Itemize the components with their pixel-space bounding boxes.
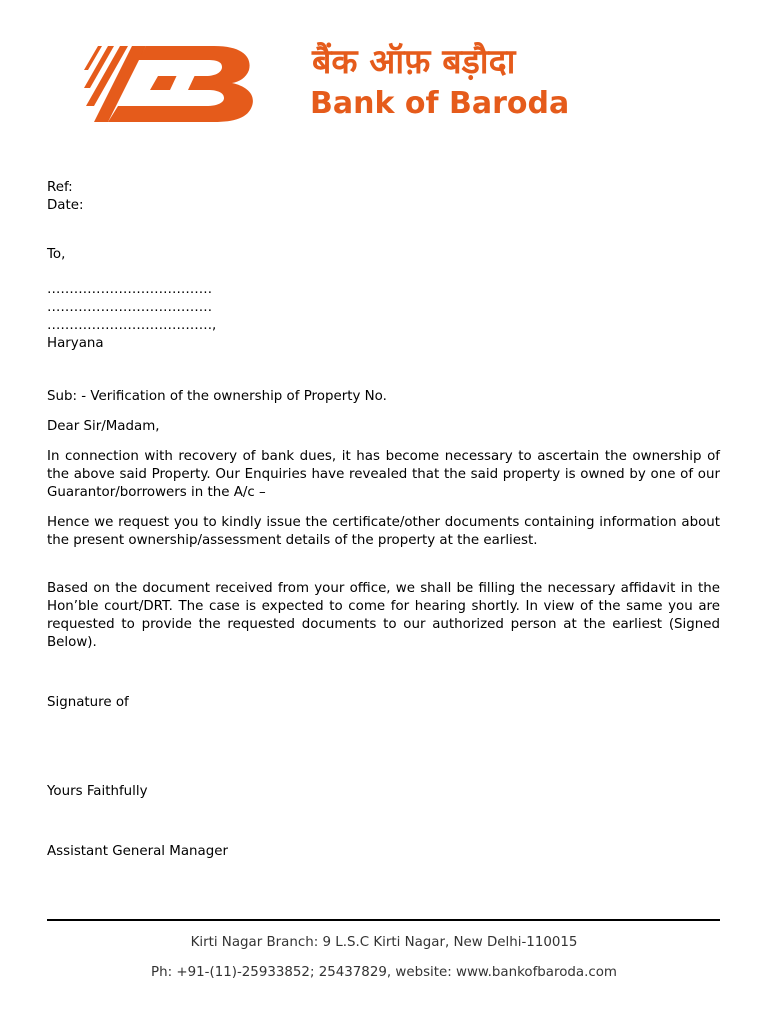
salutation: Dear Sir/Madam, bbox=[47, 419, 160, 434]
closing-line: Yours Faithfully bbox=[47, 784, 148, 799]
date-label: Date: bbox=[47, 198, 84, 213]
designation: Assistant General Manager bbox=[47, 844, 228, 859]
bank-of-baroda-logo-icon bbox=[84, 40, 269, 125]
address-line-3: ………………………………., bbox=[47, 318, 217, 333]
footer-branch-address: Kirti Nagar Branch: 9 L.S.C Kirti Nagar, New Delhi-110015 bbox=[190, 935, 578, 950]
bank-logo bbox=[84, 40, 684, 130]
brand-name-hindi: बैंक ऑफ़ बड़ौदा bbox=[312, 42, 516, 82]
to-label: To, bbox=[47, 247, 66, 262]
body-paragraph-1: In connection with recovery of bank dues, it has become necessary to ascertain the ownership of the above said Property. Our Enquiries have revealed that the said property is owned by one of our Guarantor/borrowers in the A/c – bbox=[47, 449, 720, 500]
address-line-2: ………………………………. bbox=[47, 300, 212, 315]
body-paragraph-2: Hence we request you to kindly issue the certificate/other documents containing information about the present ownership/assessment details of the property at the earliest. bbox=[47, 515, 720, 548]
brand-name-english: Bank of Baroda bbox=[310, 86, 570, 121]
ref-label: Ref: bbox=[47, 180, 73, 195]
signature-label: Signature of bbox=[47, 695, 129, 710]
address-line-1: ………………………………. bbox=[47, 282, 212, 297]
footer-divider bbox=[47, 919, 720, 921]
body-paragraph-3: Based on the document received from your office, we shall be filling the necessary affidavit in the Hon’ble court/DRT. The case is expected to come for hearing shortly. In view of the same you are requested to provide the requested documents to our authorized person at the earliest (Signed Below). bbox=[47, 581, 720, 650]
footer-contact: Ph: +91-(11)-25933852; 25437829, website: www.bankofbaroda.com bbox=[151, 965, 617, 980]
subject-line: Sub: - Verification of the ownership of Property No. bbox=[47, 389, 387, 404]
address-line-state: Haryana bbox=[47, 336, 104, 351]
